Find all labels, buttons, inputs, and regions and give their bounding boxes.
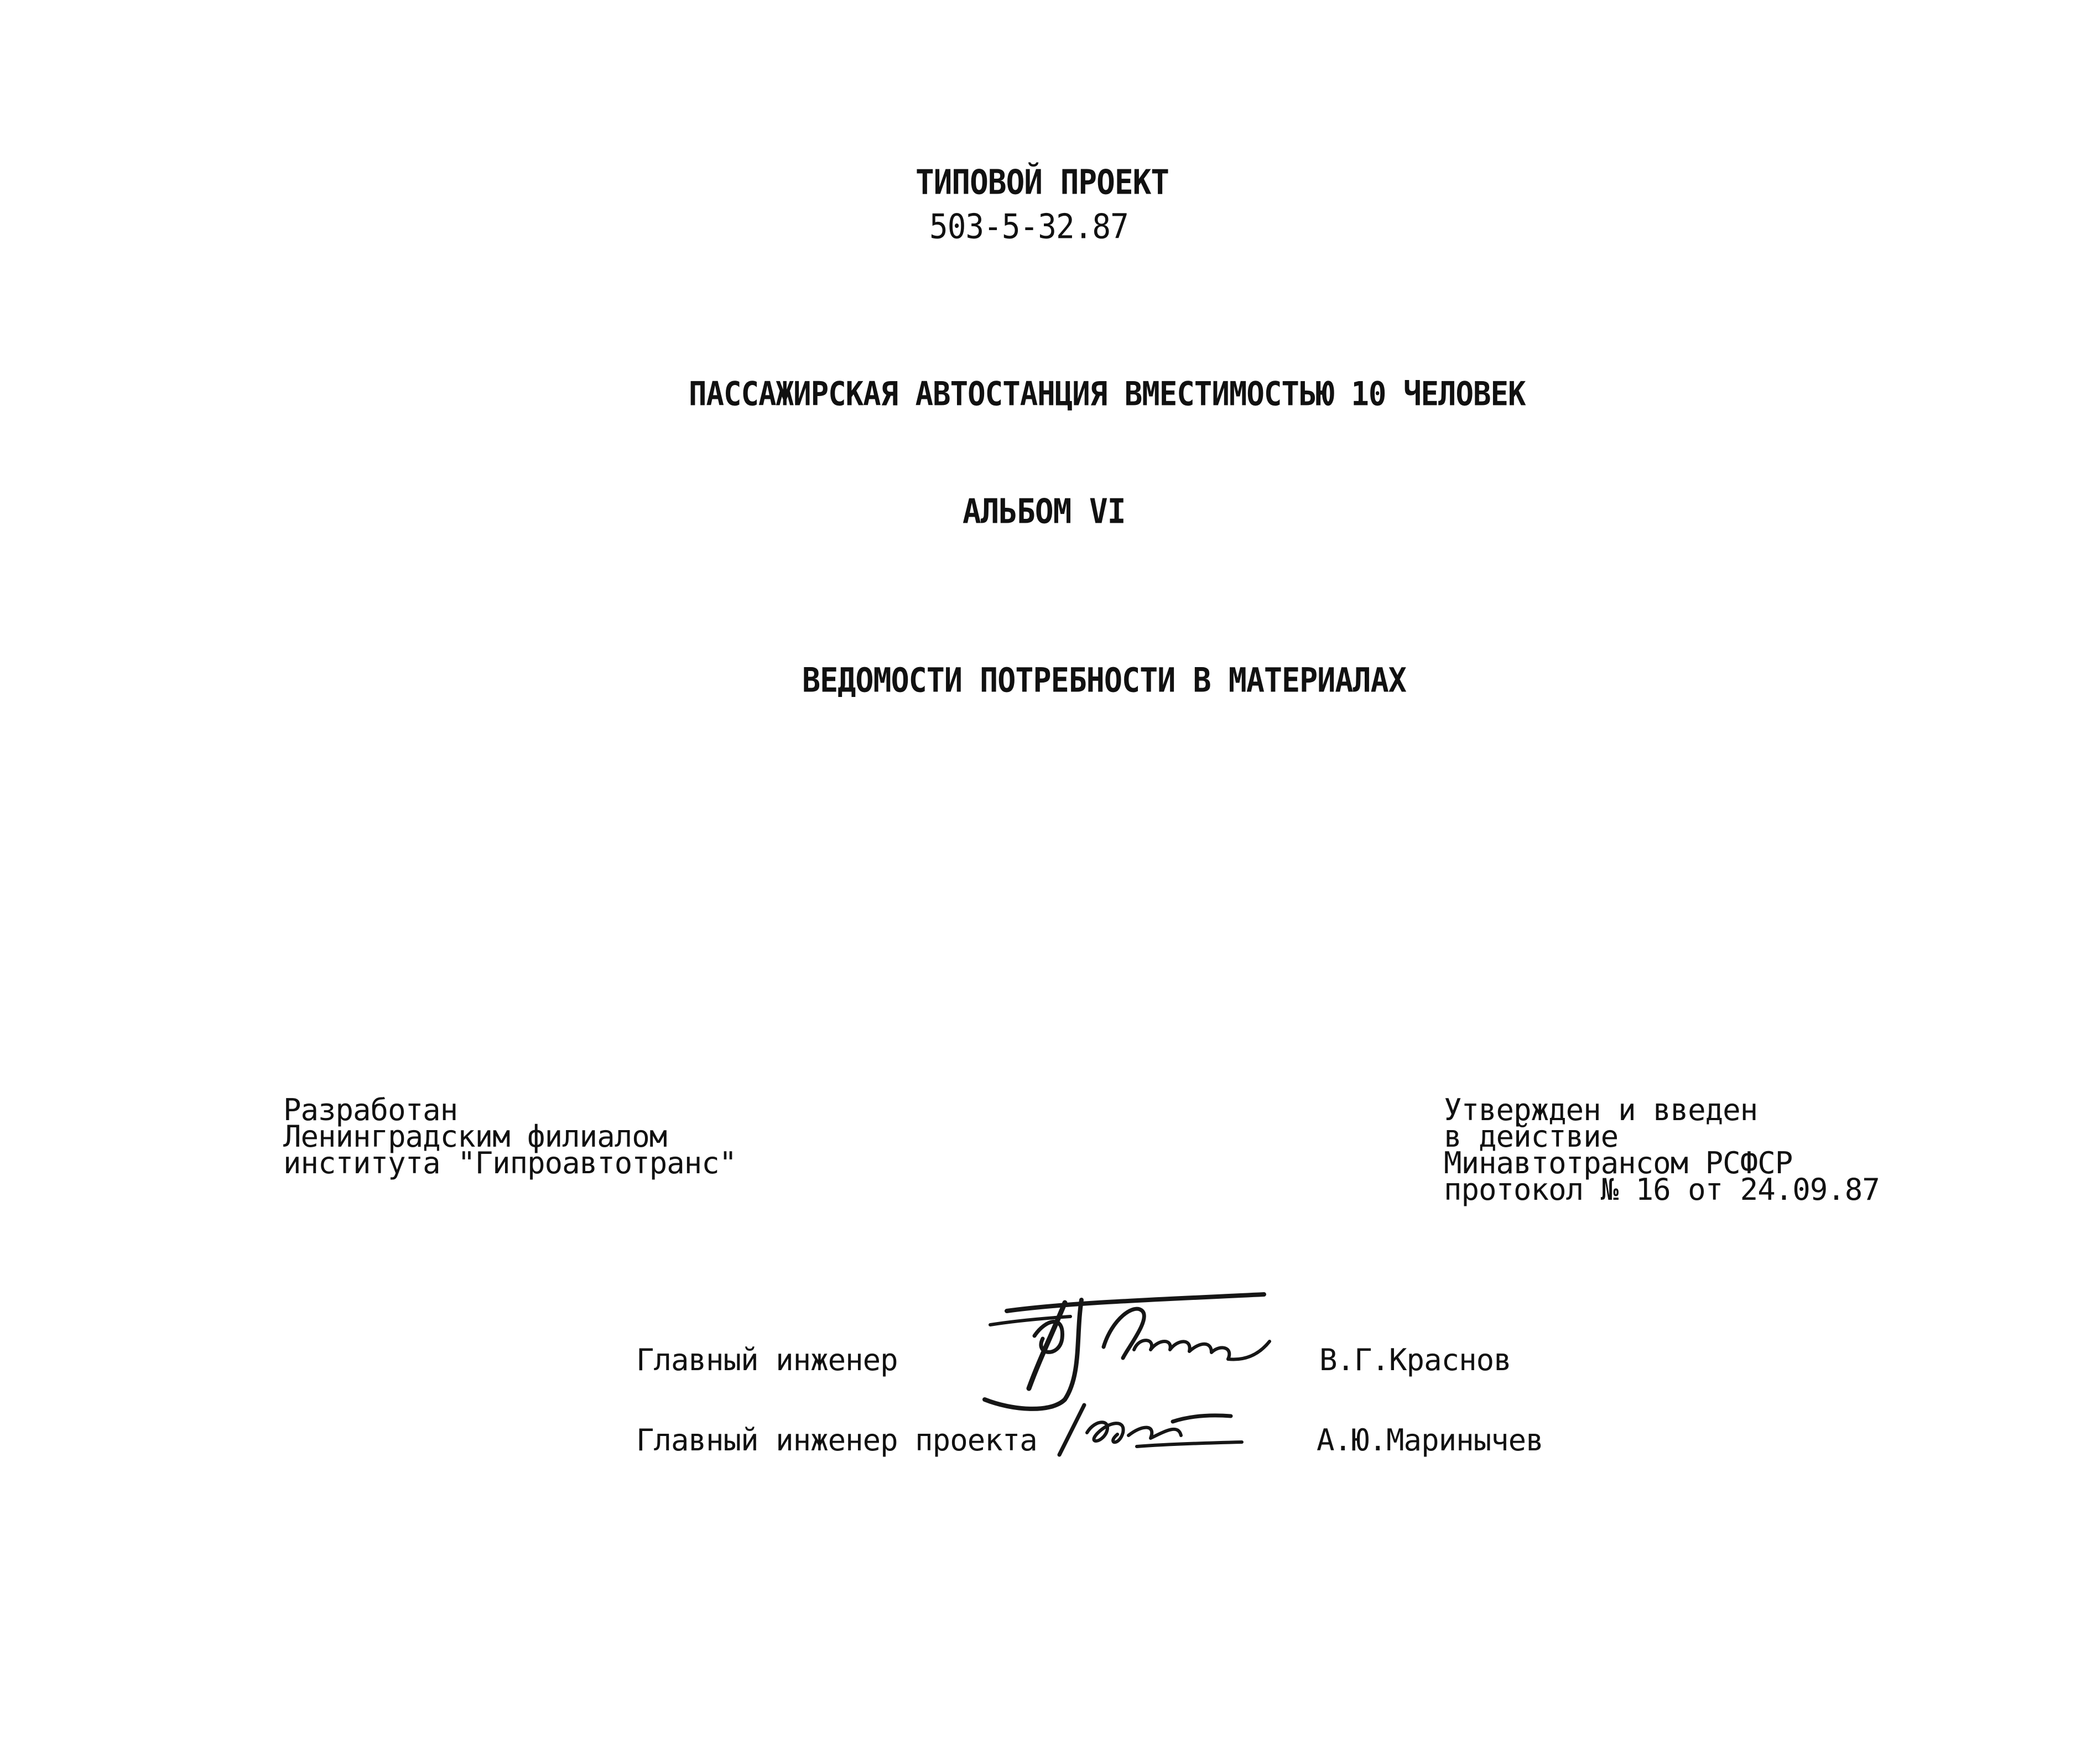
approval-line: протокол № 16 от 24.09.87 xyxy=(1444,1172,1880,1207)
developer-line: института "Гипроавтотранс" xyxy=(283,1146,737,1180)
approval-block xyxy=(1444,1092,1880,1207)
approval-line: Утвержден и введен xyxy=(1444,1092,1758,1127)
document-subtitle: ВЕДОМОСТИ ПОТРЕБНОСТИ В МАТЕРИАЛАХ xyxy=(802,660,1406,700)
signatory-name: А.Ю.Маринычев xyxy=(1317,1423,1543,1458)
signatory-name: В.Г.Краснов xyxy=(1319,1342,1511,1377)
signatory-role: Главный инженер проекта xyxy=(636,1423,1037,1458)
approval-line: в действие xyxy=(1444,1119,1619,1154)
document-title: ПАССАЖИРСКАЯ АВТОСТАНЦИЯ ВМЕСТИМОСТЬЮ 10 ЧЕЛОВЕК xyxy=(689,374,1526,413)
project-number: 503-5-32.87 xyxy=(929,207,1128,247)
developer-line: Разработан xyxy=(283,1092,458,1127)
developer-line: Ленинградским филиалом xyxy=(283,1119,667,1154)
album-label: АЛЬБОМ VI xyxy=(963,492,1126,532)
chief-project-engineer-signature xyxy=(1054,1391,1253,1463)
signatory-role: Главный инженер xyxy=(636,1342,898,1377)
developer-block xyxy=(283,1092,737,1180)
approval-line: Минавтотрансом РСФСР xyxy=(1444,1146,1793,1180)
project-type: ТИПОВОЙ ПРОЕКТ xyxy=(916,163,1169,202)
